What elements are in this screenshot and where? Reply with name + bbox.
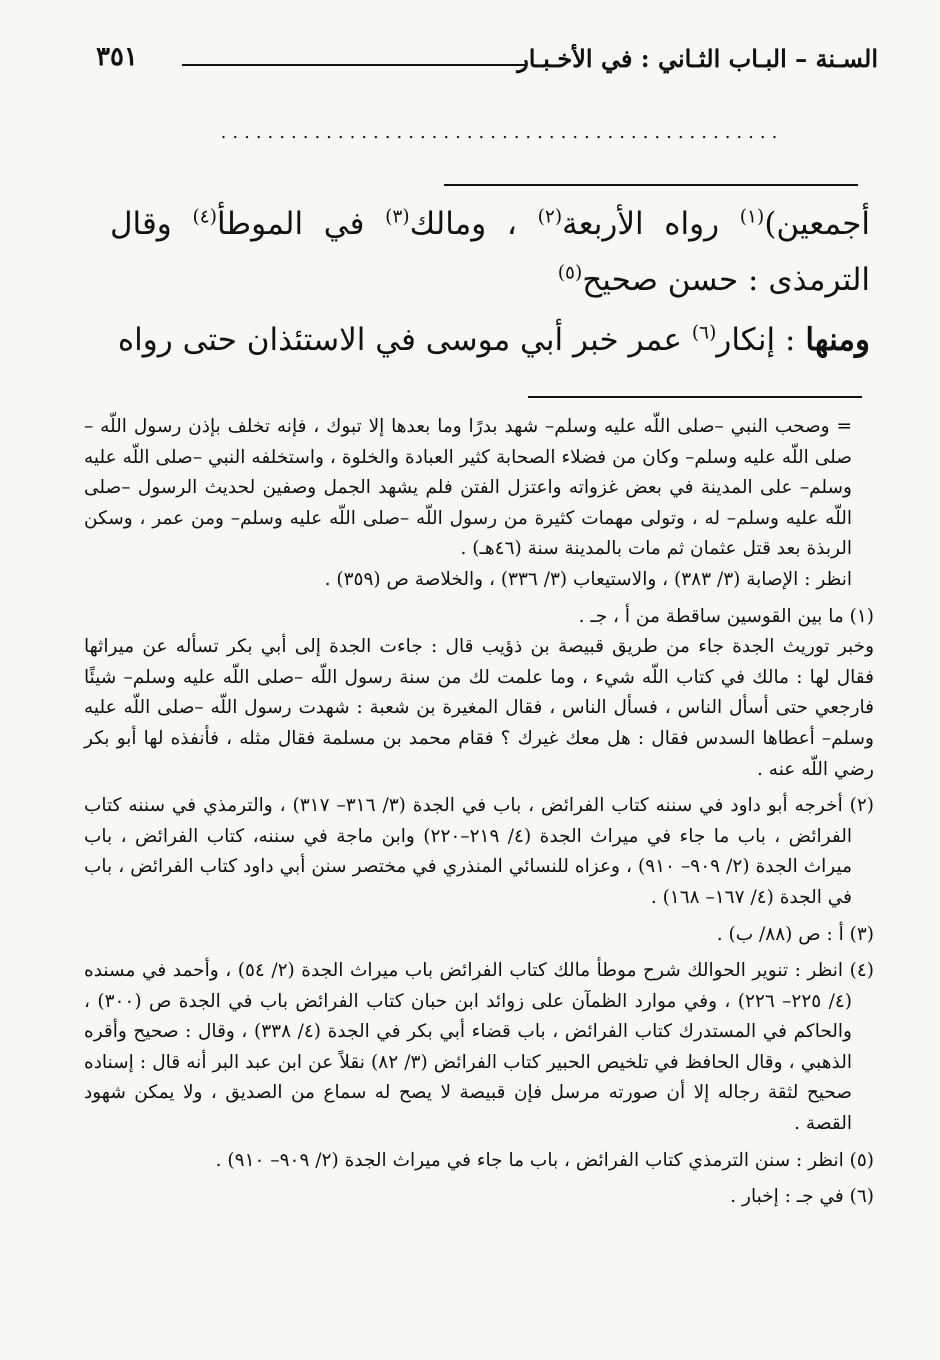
footnote-ref-5[interactable]: (٥) <box>557 262 583 284</box>
header-rule <box>182 64 526 66</box>
footnote-5: (٥) انظر : سنن الترمذي كتاب الفرائض ، باب ما جاء في ميراث الجدة (٢/ ٩٠٩– ٩١٠) . <box>215 1149 874 1171</box>
main-paragraph-1: أجمعين)$^{(١)}$ رواه الأربعة$^{(٢)}$ ، ومالك$^{(٣)}$ في الموطأ$^{(٤)}$ وقال الترمذى : حسن صحيح$^{(٥)}$ <box>110 206 871 298</box>
footnote-ref-3[interactable]: (٣) <box>385 206 410 228</box>
page-number: ٣٥١ <box>96 42 138 72</box>
footnote-1: (١) ما بين القوسين ساقطة من أ ، جـ . <box>578 605 874 627</box>
running-head: السـنة – البـاب الثـاني : في الأخـبـار <box>517 44 878 73</box>
footnote-ref-1[interactable]: (١) <box>739 206 765 228</box>
footnote-3: (٣) أ : ص (٨٨/ ب) . <box>716 923 874 945</box>
footnotes-rule <box>528 396 862 398</box>
footnote-6: (٦) في جـ : إخبار . <box>730 1186 874 1208</box>
lead-word: ومنها <box>805 322 870 358</box>
footnote-1-extra: وخبر توريث الجدة جاء من طريق قبيصة بن ذؤيب قال : جاءت الجدة إلى أبي بكر تسأله عن ميراثها فقال لها : مالك في كتاب اللّه شيء ، وما علمت لك من سنة رسول اللّه –صلى اللّه عليه وسلم– شيئًا فارجعي حتى أسأل الناس ، فسأل الناس ، فقال المغيرة بن شعبة : شهدت رسول اللّه –صلى اللّه عليه وسلم– أعطاها السدس فقال : هل معك غيرك ؟ فقام محمد بن مسلمة فقال مثله ، فأنفذه لها أبو بكر رضي اللّه عنه . <box>84 636 874 780</box>
main-paragraph-2: ومنها : إنكار$^{(٦)}$ عمر خبر أبي موسى في الاستئذان حتى رواه <box>117 322 870 358</box>
footnote-ref-6[interactable]: (٦) <box>691 322 717 344</box>
footnote-ref-2[interactable]: (٢) <box>537 206 563 228</box>
footnote-continuation-refs: انظر : الإصابة (٣/ ٣٨٣) ، والاستيعاب (٣/ ٣٣٦) ، والخلاصة ص (٣٥٩) . <box>324 568 852 590</box>
section-rule <box>444 184 858 186</box>
footnote-continuation: = وصحب النبي –صلى اللّه عليه وسلم– شهد بدرًا وما بعدها إلا تبوك ، فإنه تخلف بإذن رسول اللّه –صلى اللّه عليه وسلم– وكان من فضلاء الصحابة كثير العبادة والخلوة ، واستخلفه النبي –صلى اللّه عليه وسلم– على المدينة في بعض غزواته واعتزل الفتن فلم يشهد الجمل وصفين لحديث الرسول –صلى اللّه عليه وسلم– له ، وتولى مهمات كثيرة من رسول اللّه –صلى اللّه عليه وسلم– ومن عمر ، وسكن الربذة بعد قتل عثمان ثم مات بالمدينة سنة (٤٦هـ) . <box>84 416 852 560</box>
footnote-4: (٤) انظر : تنوير الحوالك شرح موطأ مالك كتاب الفرائض باب ميراث الجدة (٢/ ٥٤) ، وأحمد في مسنده (٤/ ٢٢٥– ٢٢٦) ، وفي موارد الظمآن على زوائد ابن حبان كتاب الفرائض باب في الجدة ص (٣٠٠) ، والحاكم في المستدرك كتاب الفرائض ، باب قضاء أبي بكر في الجدة (٤/ ٣٣٨) ، وقال : صحيح وأقره الذهبي ، وقال الحافظ في تلخيص الحبير كتاب الفرائض (٣/ ٨٢) نقلاً عن ابن عبد البر أنه قال : إسناده صحيح لثقة رجاله إلا أن صورته مرسل فإن قبيصة لا يصح له سماع من الصديق ، ولا يمكن شهود القصة . <box>84 960 874 1135</box>
main-text <box>110 196 870 368</box>
footnote-ref-4[interactable]: (٤) <box>192 206 217 228</box>
ellipsis-dots: ................................................ <box>220 122 784 143</box>
footnotes <box>84 412 874 1213</box>
footnote-2: (٢) أخرجه أبو داود في سننه كتاب الفرائض ، باب في الجدة (٣/ ٣١٦– ٣١٧) ، والترمذي في سننه كتاب الفرائض ، باب ما جاء في ميراث الجدة (٤/ ٢١٩–٢٢٠) وابن ماجة في سننه، كتاب الفرائض ، باب ميراث الجدة (٢/ ٩٠٩– ٩١٠) ، وعزاه للنسائي المنذري في مختصر سنن أبي داود كتاب الفرائض ، باب في الجدة (٤/ ١٦٧– ١٦٨) . <box>84 795 875 908</box>
